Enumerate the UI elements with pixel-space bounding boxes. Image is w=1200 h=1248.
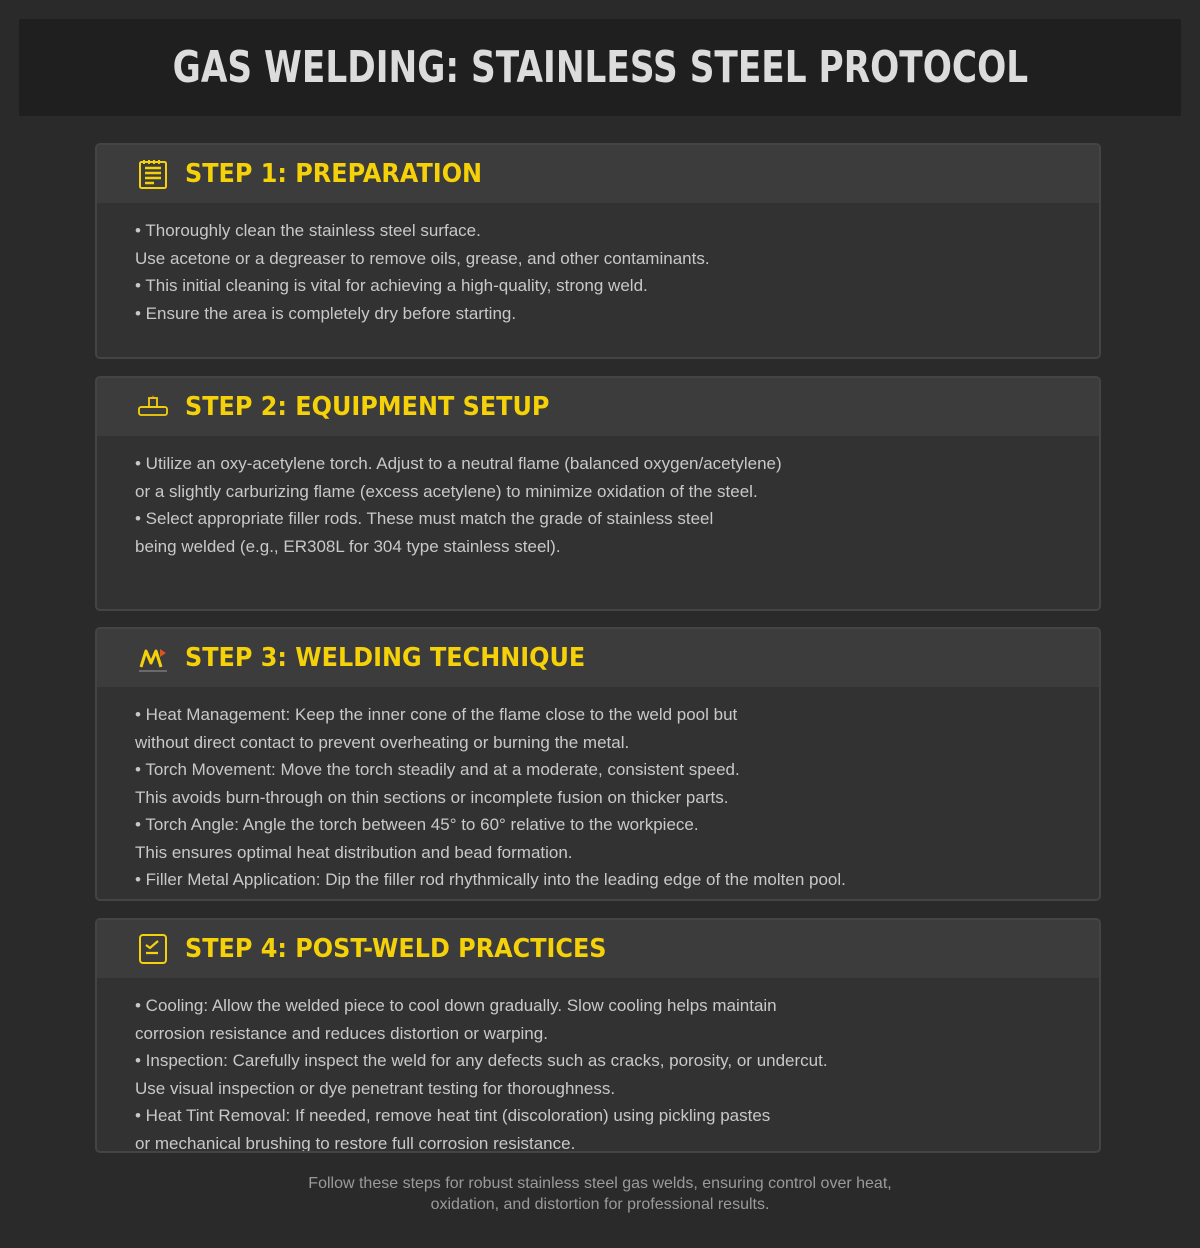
- footer-note: [0, 1173, 1200, 1215]
- step-card-header: [97, 629, 1099, 687]
- step-card-preparation: [95, 143, 1101, 359]
- step-line: • Heat Management: Keep the inner cone of the flame close to the weld pool but: [135, 705, 738, 724]
- step-title: STEP 3: WELDING TECHNIQUE: [185, 643, 586, 673]
- step-line: • This initial cleaning is vital for achieving a high-quality, strong weld.: [135, 276, 648, 295]
- footer-line: oxidation, and distortion for professional results.: [430, 1196, 770, 1213]
- torch-equipment-icon: [137, 391, 169, 423]
- notepad-icon: [137, 158, 169, 190]
- step-card-equipment-setup: [95, 376, 1101, 611]
- step-line: • Torch Angle: Angle the torch between 45° to 60° relative to the workpiece.: [135, 815, 699, 834]
- checklist-icon: [137, 933, 169, 965]
- step-line: • Thoroughly clean the stainless steel surface.: [135, 221, 481, 240]
- step-line: This avoids burn-through on thin sections or incomplete fusion on thicker parts.: [135, 787, 729, 807]
- step-line: or a slightly carburizing flame (excess acetylene) to minimize oxidation of the steel.: [135, 481, 758, 501]
- step-line: corrosion resistance and reduces distortion or warping.: [135, 1023, 548, 1043]
- step-line: • Ensure the area is completely dry before starting.: [135, 303, 517, 323]
- step-line: This ensures optimal heat distribution and bead formation.: [135, 842, 573, 862]
- step-line: • Utilize an oxy-acetylene torch. Adjust to a neutral flame (balanced oxygen/acetylene): [135, 454, 782, 473]
- step-line: without direct contact to prevent overheating or burning the metal.: [135, 732, 630, 752]
- step-line: being welded (e.g., ER308L for 304 type stainless steel).: [135, 536, 561, 556]
- step-line: • Filler Metal Application: Dip the filler rod rhythmically into the leading edge of the molten pool.: [135, 870, 846, 889]
- step-line: • Select appropriate filler rods. These must match the grade of stainless steel: [135, 509, 714, 528]
- footer-line: Follow these steps for robust stainless steel gas welds, ensuring control over heat,: [308, 1175, 892, 1192]
- step-title: STEP 1: PREPARATION: [185, 159, 483, 189]
- step-card-header: [97, 145, 1099, 203]
- step-card-header: [97, 378, 1099, 436]
- weld-bead-icon: [137, 642, 169, 674]
- step-card-header: [97, 920, 1099, 978]
- page-header: [19, 19, 1181, 116]
- step-line: Use visual inspection or dye penetrant testing for thoroughness.: [135, 1078, 616, 1098]
- step-body: [97, 436, 1099, 560]
- step-line: • Inspection: Carefully inspect the weld for any defects such as cracks, porosity, or undercut.: [135, 1051, 828, 1070]
- step-line: • Heat Tint Removal: If needed, remove heat tint (discoloration) using pickling pastes: [135, 1106, 771, 1125]
- page-title: GAS WELDING: STAINLESS STEEL PROTOCOL: [172, 41, 1028, 93]
- step-card-post-weld-practices: [95, 918, 1101, 1153]
- step-body: [97, 978, 1099, 1153]
- step-line: or mechanical brushing to restore full corrosion resistance.: [135, 1133, 576, 1153]
- step-line: Use acetone or a degreaser to remove oils, grease, and other contaminants.: [135, 248, 710, 268]
- step-title: STEP 4: POST-WELD PRACTICES: [185, 934, 607, 964]
- step-card-welding-technique: [95, 627, 1101, 901]
- step-line: • Cooling: Allow the welded piece to cool down gradually. Slow cooling helps maintain: [135, 996, 777, 1015]
- step-body: [97, 203, 1099, 327]
- step-line: • Torch Movement: Move the torch steadily and at a moderate, consistent speed.: [135, 760, 740, 779]
- step-body: [97, 687, 1099, 894]
- step-title: STEP 2: EQUIPMENT SETUP: [185, 392, 550, 422]
